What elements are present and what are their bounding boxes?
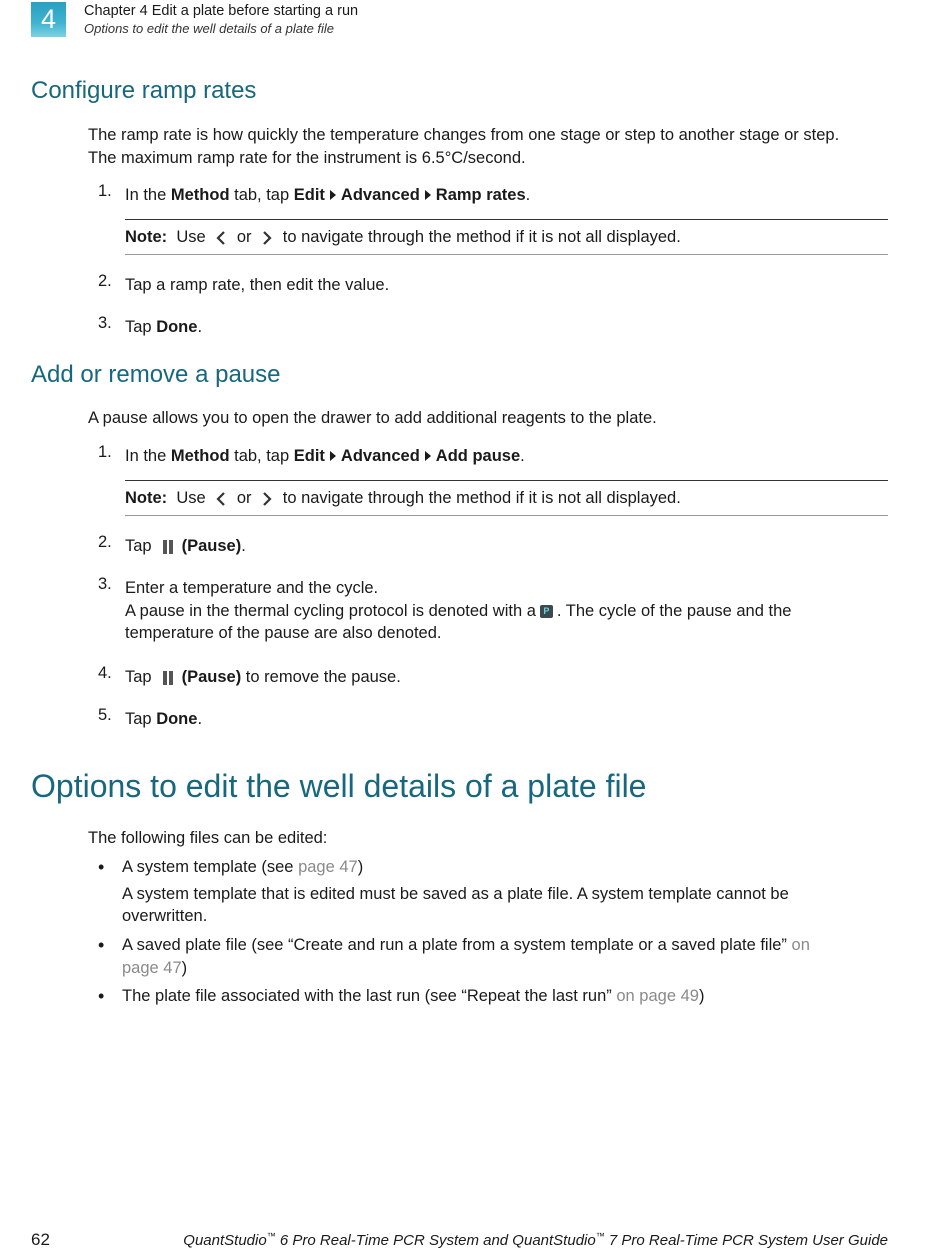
- method-tab-label: Method: [170, 447, 230, 465]
- step-number: 2.: [98, 533, 112, 551]
- bullet-icon: •: [98, 935, 105, 955]
- step-number: 2.: [98, 272, 112, 290]
- chevron-right-icon: [260, 230, 274, 246]
- note-label: Note:: [125, 489, 168, 507]
- pause-label: (Pause): [181, 668, 242, 686]
- edit-label: Edit: [293, 186, 325, 204]
- step-number: 1.: [98, 443, 112, 461]
- step-number: 1.: [98, 182, 112, 200]
- pause-icon: [162, 540, 174, 554]
- text: ): [181, 958, 188, 977]
- text: A saved plate file (see “Create and run a plate from a system template or a saved plate file”: [122, 936, 787, 954]
- text: 6 Pro Real-Time PCR System and QuantStudio: [275, 1232, 596, 1249]
- text: A system template that is edited must be saved as a plate file. A system template cannot be: [122, 884, 789, 903]
- step-number: 4.: [98, 664, 112, 682]
- text: Tap: [125, 318, 157, 336]
- text: A system template (see: [122, 858, 299, 876]
- text: tab, tap: [229, 186, 294, 204]
- chapter-label: Chapter 4: [84, 3, 148, 19]
- options-heading: Options to edit the well details of a plate file: [31, 768, 647, 804]
- done-label: Done: [156, 710, 198, 728]
- note-label: Note:: [125, 228, 168, 246]
- text: Tap: [125, 710, 157, 728]
- list-item-text: [122, 856, 862, 928]
- text: to navigate through the method if it is not all displayed.: [282, 489, 681, 507]
- text: temperature of the pause are also denoted.: [125, 624, 442, 642]
- arrow-right-icon: [425, 190, 431, 200]
- add-pause-label: Add pause: [435, 447, 521, 465]
- text: or: [236, 228, 252, 246]
- section-subtitle: Options to edit the well details of a plate file: [84, 21, 335, 36]
- ramp-intro-line1: The ramp rate is how quickly the temperature changes from one stage or step to another stage or step.: [88, 126, 840, 144]
- arrow-right-icon: [330, 451, 336, 461]
- step-text: [125, 666, 888, 689]
- text: 7 Pro Real-Time PCR System User Guide: [604, 1232, 888, 1249]
- done-label: Done: [156, 318, 198, 336]
- pause-note: [125, 480, 888, 516]
- text: to remove the pause.: [241, 668, 401, 686]
- text: ): [357, 858, 364, 876]
- step-number: 3.: [98, 575, 112, 593]
- text: tab, tap: [229, 447, 294, 465]
- bullet-icon: •: [98, 857, 105, 877]
- page-link[interactable]: page 47: [298, 858, 358, 876]
- pause-icon: [162, 671, 174, 685]
- step-text: [125, 577, 888, 645]
- ramp-note: [125, 219, 888, 255]
- chevron-left-icon: [214, 491, 228, 507]
- method-tab-label: Method: [170, 186, 230, 204]
- step-number: 3.: [98, 314, 112, 332]
- ramp-intro: [88, 124, 888, 169]
- text: overwritten.: [122, 907, 208, 925]
- chevron-right-icon: [260, 491, 274, 507]
- step-text: In the Method tab, tap Edit Advanced Ramp rates.: [125, 186, 531, 204]
- pause-heading: Add or remove a pause: [31, 361, 281, 388]
- text: ): [698, 987, 705, 1005]
- text: The plate file associated with the last run (see “Repeat the last run”: [122, 987, 612, 1005]
- guide-title: [183, 1231, 888, 1249]
- advanced-label: Advanced: [340, 447, 420, 465]
- page-link[interactable]: page 47: [122, 958, 182, 977]
- trademark-symbol: ™: [266, 1231, 276, 1241]
- step-text: Tap Done.: [125, 318, 203, 336]
- text: Tap: [125, 537, 152, 555]
- text: A pause in the thermal cycling protocol is denoted with a: [125, 601, 536, 620]
- text: Tap: [125, 668, 152, 686]
- running-head: [84, 2, 358, 38]
- text: Use: [176, 228, 206, 246]
- text: . The cycle of the pause and the: [556, 601, 792, 620]
- page-number: 62: [31, 1230, 50, 1249]
- step-number: 5.: [98, 706, 112, 724]
- list-item-text: [122, 934, 862, 979]
- text: QuantStudio: [183, 1232, 267, 1249]
- arrow-right-icon: [330, 190, 336, 200]
- ramp-heading: Configure ramp rates: [31, 77, 257, 104]
- bullet-icon: •: [98, 986, 105, 1006]
- chapter-number-badge: 4: [31, 2, 66, 37]
- text: In the: [125, 186, 171, 204]
- step-text: In the Method tab, tap Edit Advanced Add pause.: [125, 447, 525, 465]
- text: Enter a temperature and the cycle.: [125, 579, 379, 597]
- page-link[interactable]: on page 49: [611, 987, 699, 1005]
- pause-marker-icon: P: [540, 605, 553, 618]
- text: or: [236, 489, 252, 507]
- text: to navigate through the method if it is not all displayed.: [282, 228, 681, 246]
- options-intro: The following files can be edited:: [88, 829, 328, 847]
- edit-label: Edit: [293, 447, 325, 465]
- arrow-right-icon: [425, 451, 431, 461]
- chevron-left-icon: [214, 230, 228, 246]
- pause-label: (Pause): [181, 537, 242, 555]
- advanced-label: Advanced: [340, 186, 420, 204]
- list-item-text: [122, 985, 862, 1008]
- chapter-title: Edit a plate before starting a run: [151, 3, 359, 19]
- text: In the: [125, 447, 171, 465]
- step-text: Tap a ramp rate, then edit the value.: [125, 276, 390, 294]
- step-text: Tap Done.: [125, 710, 203, 728]
- text: Use: [176, 489, 206, 507]
- trademark-symbol: ™: [595, 1231, 605, 1241]
- page-link[interactable]: on: [786, 936, 810, 954]
- ramp-intro-line2: The maximum ramp rate for the instrument is 6.5°C/second.: [88, 148, 526, 167]
- ramp-rates-label: Ramp rates: [435, 186, 526, 204]
- pause-intro: A pause allows you to open the drawer to add additional reagents to the plate.: [88, 409, 657, 427]
- step-text: Tap (Pause).: [125, 537, 246, 555]
